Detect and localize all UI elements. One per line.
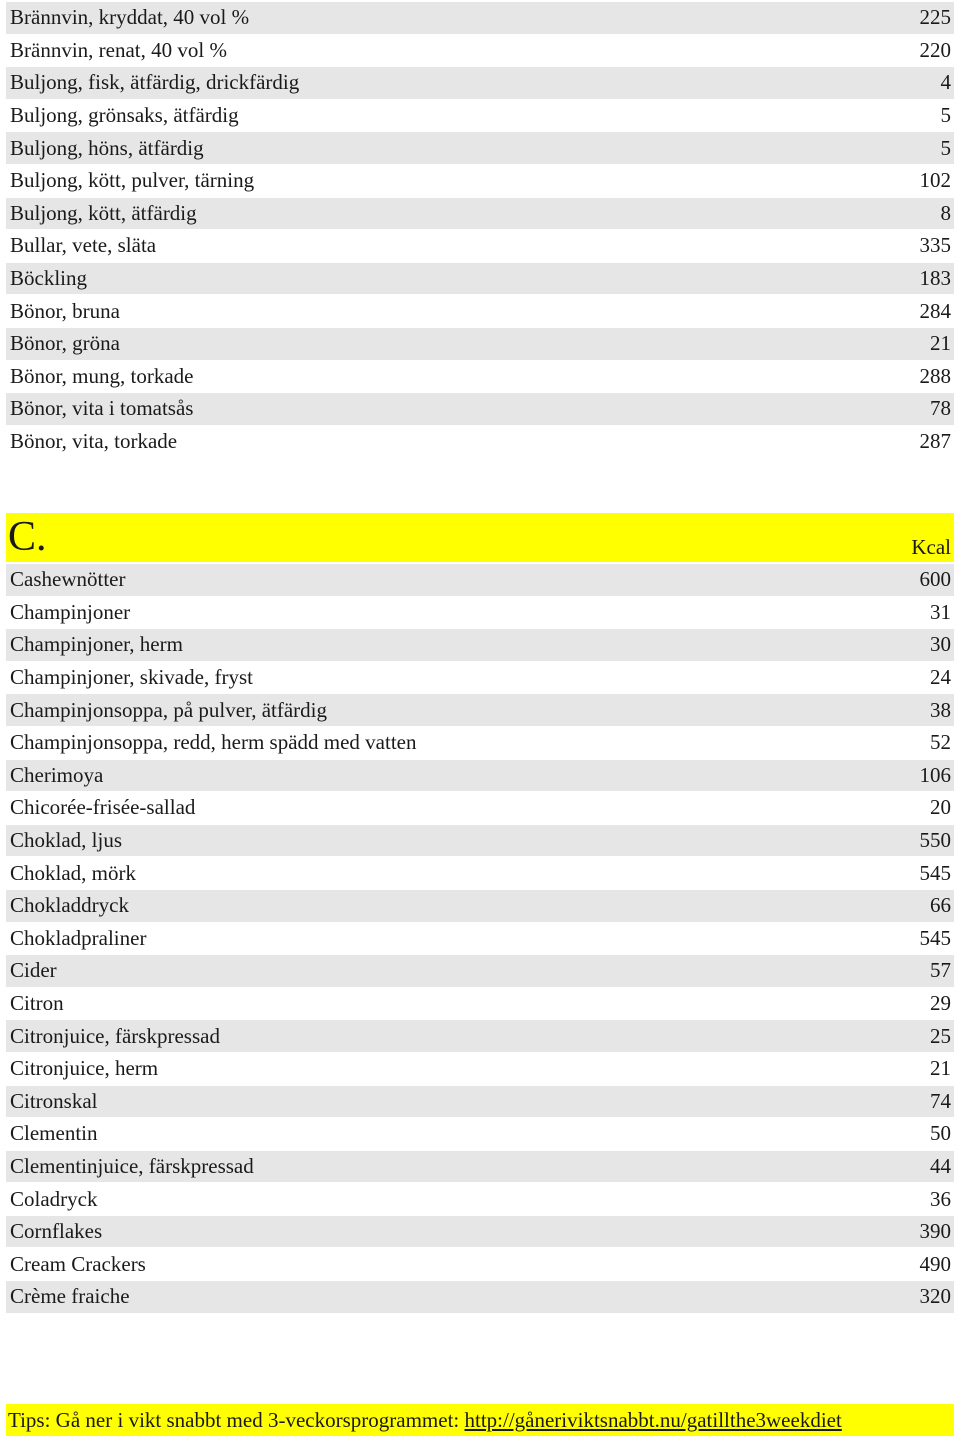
kcal-value: 225 <box>919 5 951 30</box>
kcal-value: 220 <box>919 37 951 62</box>
table-row <box>6 825 954 858</box>
kcal-value: 550 <box>919 828 951 853</box>
kcal-value: 288 <box>919 363 951 388</box>
food-name: Champinjonsoppa, redd, herm spädd med vatten <box>10 730 417 755</box>
food-name: Buljong, fisk, ätfärdig, drickfärdig <box>10 70 300 95</box>
food-name: Bönor, mung, torkade <box>10 363 194 388</box>
food-name: Bönor, gröna <box>10 331 120 356</box>
food-name: Bönor, vita i tomatsås <box>10 396 194 421</box>
table-row <box>6 629 954 662</box>
table-row <box>6 792 954 825</box>
table-row <box>6 564 954 597</box>
food-name: Cream Crackers <box>10 1251 146 1276</box>
food-name: Citronjuice, herm <box>10 1056 159 1081</box>
food-name: Buljong, kött, ätfärdig <box>10 200 197 225</box>
food-name: Chicorée-frisée-sallad <box>10 795 196 820</box>
table-row <box>6 1053 954 1086</box>
kcal-column-header: Kcal <box>911 535 951 559</box>
table-row <box>6 1248 954 1281</box>
food-name: Choklad, mörk <box>10 860 136 885</box>
table-row <box>6 955 954 988</box>
kcal-value: 102 <box>919 168 951 193</box>
kcal-value: 390 <box>919 1219 951 1244</box>
table-row <box>6 988 954 1021</box>
section-letter: C. <box>8 514 47 560</box>
kcal-value: 66 <box>930 893 951 918</box>
food-name: Cider <box>10 958 57 983</box>
food-name: Champinjonsoppa, på pulver, ätfärdig <box>10 697 327 722</box>
food-name: Brännvin, kryddat, 40 vol % <box>10 5 250 30</box>
table-row <box>6 1151 954 1184</box>
table-row <box>6 760 954 793</box>
food-name: Champinjoner, skivade, fryst <box>10 665 253 690</box>
kcal-value: 74 <box>930 1088 951 1113</box>
kcal-value: 320 <box>919 1284 951 1309</box>
table-row <box>6 328 954 361</box>
kcal-value: 50 <box>930 1121 951 1146</box>
table-row <box>6 35 954 68</box>
food-name: Chokladdryck <box>10 893 129 918</box>
food-name: Brännvin, renat, 40 vol % <box>10 37 227 62</box>
table-row <box>6 198 954 231</box>
kcal-value: 335 <box>919 233 951 258</box>
tips-link[interactable]: http://gåneriviktsnabbt.nu/gatillthe3weekdiet <box>464 1408 842 1432</box>
table-row <box>6 727 954 760</box>
food-name: Crème fraiche <box>10 1284 130 1309</box>
table-row <box>6 295 954 328</box>
food-name: Cherimoya <box>10 762 104 787</box>
kcal-value: 600 <box>919 567 951 592</box>
table-row <box>6 1020 954 1053</box>
kcal-value: 52 <box>930 730 951 755</box>
kcal-value: 284 <box>919 298 951 323</box>
tips-banner <box>6 1404 954 1436</box>
food-name: Bönor, bruna <box>10 298 120 323</box>
table-row <box>6 361 954 394</box>
kcal-value: 21 <box>930 331 951 356</box>
food-name: Coladryck <box>10 1186 98 1211</box>
kcal-value: 38 <box>930 697 951 722</box>
kcal-value: 31 <box>930 599 951 624</box>
section-b-table <box>6 2 954 458</box>
table-row <box>6 1086 954 1119</box>
section-c-table <box>6 564 954 1314</box>
table-row <box>6 1216 954 1249</box>
kcal-value: 545 <box>919 860 951 885</box>
kcal-value: 20 <box>930 795 951 820</box>
food-name: Bönor, vita, torkade <box>10 429 178 454</box>
food-name: Citron <box>10 991 64 1016</box>
table-row <box>6 923 954 956</box>
food-name: Böckling <box>10 266 87 291</box>
kcal-value: 25 <box>930 1023 951 1048</box>
kcal-value: 4 <box>940 70 951 95</box>
food-name: Champinjoner <box>10 599 131 624</box>
kcal-value: 30 <box>930 632 951 657</box>
food-name: Clementinjuice, färskpressad <box>10 1153 254 1178</box>
kcal-value: 5 <box>940 135 951 160</box>
food-name: Chokladpraliner <box>10 925 147 950</box>
kcal-value: 57 <box>930 958 951 983</box>
food-name: Buljong, grönsaks, ätfärdig <box>10 103 239 128</box>
food-name: Cornflakes <box>10 1219 103 1244</box>
section-c-header <box>6 513 954 562</box>
kcal-value: 490 <box>919 1251 951 1276</box>
kcal-value: 21 <box>930 1056 951 1081</box>
table-row <box>6 1183 954 1216</box>
table-row <box>6 165 954 198</box>
table-row <box>6 393 954 426</box>
kcal-value: 545 <box>919 925 951 950</box>
table-row <box>6 263 954 296</box>
table-row <box>6 597 954 630</box>
kcal-value: 287 <box>919 429 951 454</box>
tips-text: Tips: Gå ner i vikt snabbt med 3-veckorsprogrammet: <box>8 1408 465 1432</box>
table-row <box>6 890 954 923</box>
table-row <box>6 230 954 263</box>
kcal-value: 106 <box>919 762 951 787</box>
kcal-value: 36 <box>930 1186 951 1211</box>
food-name: Clementin <box>10 1121 98 1146</box>
food-name: Citronjuice, färskpressad <box>10 1023 220 1048</box>
kcal-value: 29 <box>930 991 951 1016</box>
food-name: Buljong, kött, pulver, tärning <box>10 168 255 193</box>
food-name: Citronskal <box>10 1088 98 1113</box>
table-row <box>6 67 954 100</box>
table-row <box>6 694 954 727</box>
table-row <box>6 100 954 133</box>
table-row <box>6 2 954 35</box>
table-row <box>6 662 954 695</box>
kcal-value: 183 <box>919 266 951 291</box>
kcal-value: 5 <box>940 103 951 128</box>
food-name: Buljong, höns, ätfärdig <box>10 135 204 160</box>
kcal-value: 8 <box>940 200 951 225</box>
kcal-value: 24 <box>930 665 951 690</box>
table-row <box>6 426 954 459</box>
food-name: Cashewnötter <box>10 567 126 592</box>
food-name: Choklad, ljus <box>10 828 123 853</box>
table-row <box>6 857 954 890</box>
table-row <box>6 1281 954 1314</box>
kcal-value: 44 <box>930 1153 951 1178</box>
food-name: Champinjoner, herm <box>10 632 183 657</box>
kcal-value: 78 <box>930 396 951 421</box>
food-name: Bullar, vete, släta <box>10 233 157 258</box>
table-row <box>6 132 954 165</box>
table-row <box>6 1118 954 1151</box>
